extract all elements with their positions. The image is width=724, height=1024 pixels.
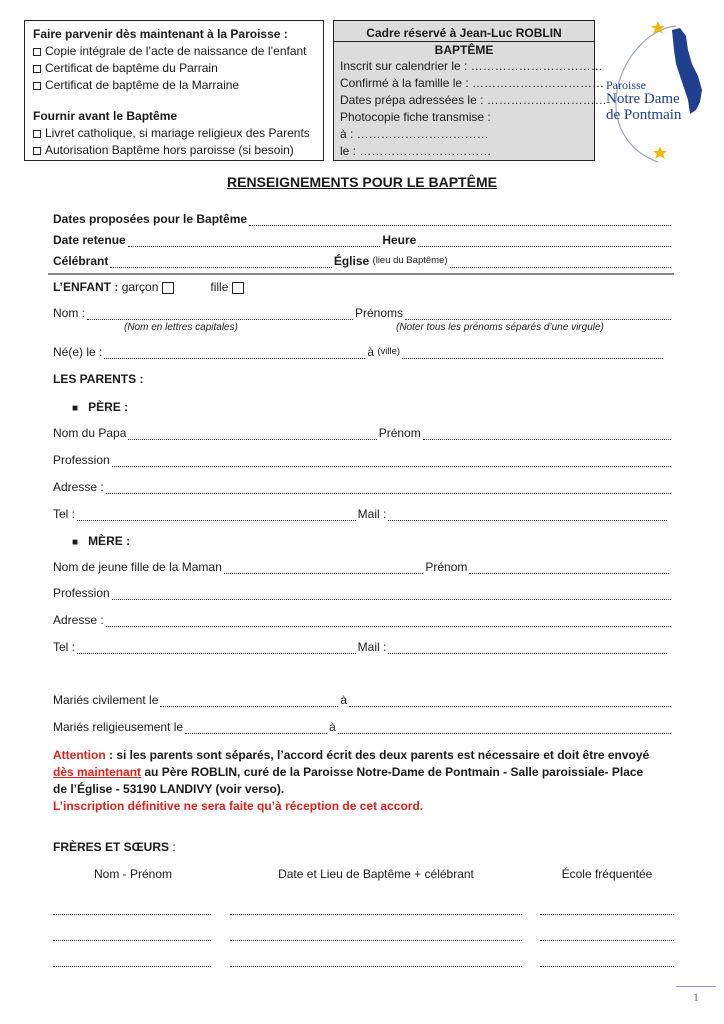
eglise-note: (lieu du Baptême) xyxy=(372,255,448,266)
nom-label: Nom : xyxy=(53,306,86,320)
attention-line-2: dès maintenant au Père ROBLIN, curé de la Paroisse Notre-Dame de Pontmain - Salle paroissiale- Place xyxy=(53,765,644,779)
date-retenue-label: Date retenue xyxy=(53,233,126,247)
pere-prenom-field[interactable] xyxy=(423,428,671,440)
mariage-religieux-label: Mariés religieusement le xyxy=(53,720,184,734)
mariage-civil-row xyxy=(53,693,673,707)
mere-tel-row xyxy=(53,640,669,654)
pere-profession-field[interactable] xyxy=(112,455,671,467)
celebrant-label: Célébrant xyxy=(53,254,109,268)
ville-note: (ville) xyxy=(377,346,401,357)
documents-heading-2: Fournir avant le Baptême xyxy=(33,109,178,123)
checkbox-icon xyxy=(33,48,41,56)
prenoms-label: Prénoms xyxy=(355,306,404,320)
fille-checkbox[interactable] xyxy=(232,282,244,294)
tel-label: Tel : xyxy=(53,640,76,654)
documents-item: Autorisation Baptême hors paroisse (si besoin) xyxy=(33,143,294,157)
freres-ecole-field[interactable] xyxy=(540,930,674,941)
date-retenue-row xyxy=(53,233,673,247)
attention-label: Attention xyxy=(53,748,106,762)
mariage-civil-date-field[interactable] xyxy=(160,695,338,707)
nom-papa-field[interactable] xyxy=(128,428,376,440)
fille-label: fille xyxy=(210,280,229,294)
mere-profession-row xyxy=(53,586,673,600)
heure-label: Heure xyxy=(382,233,417,247)
checkbox-icon xyxy=(33,65,41,73)
reserved-line: le : …………………………… xyxy=(340,144,492,158)
heure-field[interactable] xyxy=(418,235,671,247)
freres-row xyxy=(53,930,673,942)
a-label: à xyxy=(367,345,374,359)
freres-col2-header: Date et Lieu de Baptême + célébrant xyxy=(278,867,474,881)
a-label: à xyxy=(340,693,348,707)
pere-heading: ■ PÈRE : xyxy=(72,400,129,414)
mariage-civil-lieu-field[interactable] xyxy=(349,695,671,707)
dates-proposed-label: Dates proposées pour le Baptême xyxy=(53,212,248,226)
logo-text-1: Paroisse xyxy=(606,78,646,92)
page-number-rule xyxy=(676,986,716,987)
star-icon xyxy=(651,21,665,34)
mail-label: Mail : xyxy=(357,640,387,654)
ville-field[interactable] xyxy=(402,347,663,359)
dates-proposed-field[interactable] xyxy=(249,214,671,226)
celebrant-row xyxy=(53,254,673,268)
mail-label: Mail : xyxy=(357,507,387,521)
page-number: 1 xyxy=(693,990,699,1004)
parents-label: LES PARENTS : xyxy=(53,372,144,386)
documents-item: Livret catholique, si mariage religieux des Parents xyxy=(33,126,310,140)
freres-nom-field[interactable] xyxy=(53,930,211,941)
reserved-box xyxy=(333,20,607,161)
checkbox-icon xyxy=(33,130,41,138)
reserved-subtitle: BAPTÊME xyxy=(434,43,494,57)
mariage-religieux-lieu-field[interactable] xyxy=(338,722,671,734)
freres-nom-field[interactable] xyxy=(53,904,211,915)
documents-heading: Faire parvenir dès maintenant à la Paroisse : xyxy=(33,27,288,41)
freres-row xyxy=(53,904,673,916)
pere-tel-field[interactable] xyxy=(77,509,356,521)
enfant-label: L’ENFANT : xyxy=(53,280,119,294)
freres-col3-header: École fréquentée xyxy=(561,867,653,881)
a-label: à xyxy=(329,720,336,734)
freres-bapteme-field[interactable] xyxy=(230,930,522,941)
eglise-field[interactable] xyxy=(450,256,671,268)
documents-item: Certificat de baptême de la Marraine xyxy=(33,78,239,92)
attention-final: L’inscription définitive ne sera faite qu’à réception de cet accord. xyxy=(53,799,424,813)
adresse-label: Adresse : xyxy=(53,480,104,494)
reserved-line: Photocopie fiche transmise : xyxy=(340,110,491,124)
nom-row xyxy=(53,306,673,320)
parish-logo xyxy=(602,18,710,166)
pere-mail-field[interactable] xyxy=(388,509,667,521)
freres-ecole-field[interactable] xyxy=(540,904,674,915)
mere-nom-row xyxy=(53,560,671,574)
mere-tel-field[interactable] xyxy=(77,642,356,654)
nom-note: (Nom en lettres capitales) xyxy=(124,322,238,333)
logo-text-3: de Pontmain xyxy=(606,107,682,123)
freres-bapteme-field[interactable] xyxy=(230,904,522,915)
pere-adresse-field[interactable] xyxy=(106,482,671,494)
documents-item: Copie intégrale de l’acte de naissance de l’enfant xyxy=(33,44,307,58)
naissance-row xyxy=(53,345,665,359)
date-retenue-field[interactable] xyxy=(128,235,381,247)
freres-col1-header: Nom - Prénom xyxy=(93,867,173,881)
pere-profession-row xyxy=(53,453,673,467)
mere-prenom-field[interactable] xyxy=(469,562,669,574)
profession-label: Profession xyxy=(53,586,110,600)
nom-field[interactable] xyxy=(87,308,353,320)
freres-ecole-field[interactable] xyxy=(540,956,674,967)
mariage-religieux-row xyxy=(53,720,673,734)
documents-box xyxy=(24,20,324,161)
attention-line-1: Attention : si les parents sont séparés, l’accord écrit des deux parents est nécessaire et doit être envoyé xyxy=(53,748,650,762)
mariage-civil-label: Mariés civilement le xyxy=(53,693,159,707)
nom-papa-label: Nom du Papa xyxy=(53,426,127,440)
attention-line-3: de l’Église - 53190 LANDIVY (voir verso). xyxy=(53,782,285,796)
enfant-row xyxy=(53,280,244,294)
nom-maman-field[interactable] xyxy=(224,562,424,574)
reserved-line: à : …………………………… xyxy=(340,127,489,141)
bullet-icon: ■ xyxy=(72,537,79,548)
profession-label: Profession xyxy=(53,453,110,467)
freres-bapteme-field[interactable] xyxy=(230,956,522,967)
freres-label: FRÈRES ET SŒURS : xyxy=(53,840,176,854)
ne-le-field[interactable] xyxy=(104,347,365,359)
garcon-checkbox[interactable] xyxy=(162,282,174,294)
pere-tel-row xyxy=(53,507,669,521)
checkbox-icon xyxy=(33,82,41,90)
mere-adresse-row xyxy=(53,613,673,627)
ne-le-label: Né(e) le : xyxy=(53,345,103,359)
prenoms-field[interactable] xyxy=(405,308,671,320)
prenom-label: Prénom xyxy=(378,426,421,440)
mariage-religieux-date-field[interactable] xyxy=(185,722,327,734)
mere-adresse-field[interactable] xyxy=(106,615,671,627)
reserved-line: Inscrit sur calendrier le : …………………………… xyxy=(340,59,603,73)
reserved-title: Cadre réservé à Jean-Luc ROBLIN xyxy=(366,26,562,40)
page-title: RENSEIGNEMENTS POUR LE BAPTÊME xyxy=(227,174,497,190)
garcon-label: garçon xyxy=(121,280,159,294)
mere-profession-field[interactable] xyxy=(112,588,671,600)
attention-underline: dès maintenant xyxy=(53,765,142,779)
nom-maman-label: Nom de jeune fille de la Maman xyxy=(53,560,222,574)
mere-heading: ■ MÈRE : xyxy=(72,534,131,548)
star-icon xyxy=(653,146,667,159)
dates-proposed-row xyxy=(53,212,673,226)
logo-text-2: Notre Dame xyxy=(606,91,680,107)
documents-item: Certificat de baptême du Parrain xyxy=(33,61,218,75)
freres-row xyxy=(53,956,673,968)
tel-label: Tel : xyxy=(53,507,76,521)
prenoms-note: (Noter tous les prénoms séparés d’une virgule) xyxy=(396,322,604,333)
reserved-line: Dates prépa adressées le : ………………………… xyxy=(340,93,607,107)
freres-nom-field[interactable] xyxy=(53,956,211,967)
eglise-label: Église xyxy=(333,254,370,268)
mere-mail-field[interactable] xyxy=(388,642,667,654)
adresse-label: Adresse : xyxy=(53,613,104,627)
celebrant-field[interactable] xyxy=(110,256,331,268)
reserved-line: Confirmé à la famille le : …………………………… xyxy=(340,76,605,90)
bullet-icon: ■ xyxy=(72,403,79,414)
divider xyxy=(48,273,674,275)
prenom-label: Prénom xyxy=(425,560,468,574)
pere-adresse-row xyxy=(53,480,673,494)
checkbox-icon xyxy=(33,147,41,155)
pere-nom-row xyxy=(53,426,673,440)
